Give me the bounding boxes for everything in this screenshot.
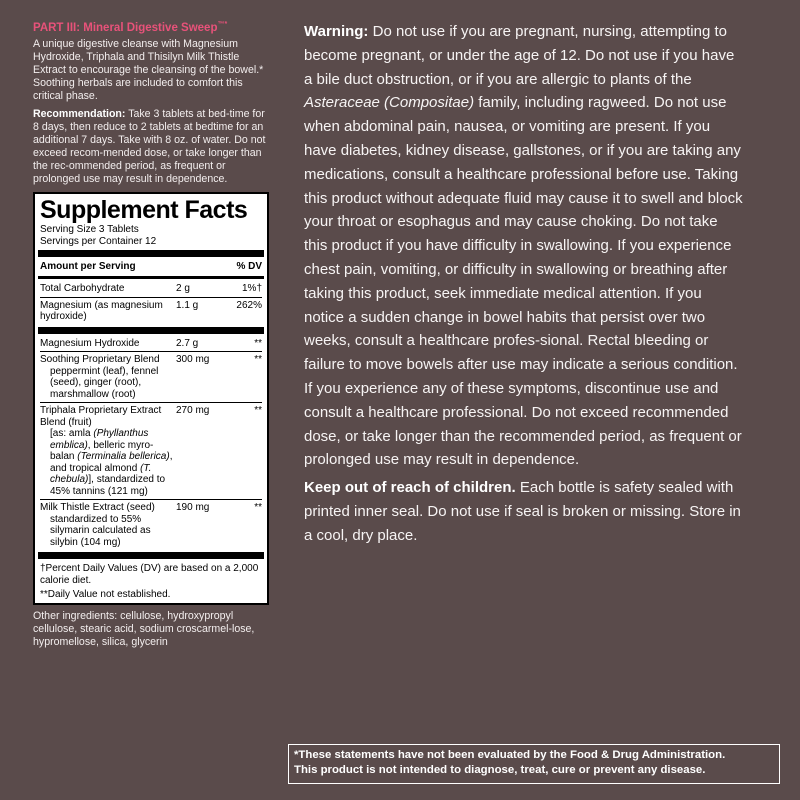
keep-out-label: Keep out of reach of children.	[304, 479, 516, 497]
trademark-mark: ™*	[217, 21, 228, 28]
disclaimer-line-2: This product is not intended to diagnose, treat, cure or prevent any disease.	[294, 764, 706, 776]
header-dv: % DV	[236, 260, 262, 272]
facts-row: Magnesium (as magnesium hydroxide) 1.1 g 262%	[40, 297, 262, 325]
facts-row: Milk Thistle Extract (seed) standardized to 55% silymarin calculated as silybin (104 mg) 190 mg **	[40, 499, 262, 550]
recommendation-label: Recommendation:	[33, 107, 126, 120]
serving-size: Serving Size 3 Tablets	[40, 223, 139, 235]
warning-label: Warning:	[304, 23, 369, 40]
warning-paragraph: Warning: Do not use if you are pregnant, nursing, attempting to become pregnant, or under the age of 12. Do not use if you have a bile duct obstruction, or if you are allergic to plants of the Asteraceae (Compositae) family, including ragweed. Do not use when abdominal pain, nausea, or vomiting are present. If you have diabetes, kidney disease, gallstones, or if you are taking any medications, consult a healthcare professional before use. Taking this product without adequate fluid may cause it to swell and block your throat or esophagus and may cause choking. Do not take this product if you have difficulty in swallowing. If you experience chest pain, vomiting, or difficulty in swallowing or breathing after taking this product, seek immediate medical attention. If you notice a sudden change in bowel habits that persist over two weeks, consult a healthcare profes-sional. Rectal bleeding or failure to move bowels after use may indicate a serious condition. If you experience any of these symptoms, discontinue use and consult a healthcare professional. Do not exceed recommended dose, or take longer than the recommended period, as frequent or prolonged use may result in dependence.	[304, 23, 743, 469]
disclaimer-line-1: *These statements have not been evaluated by the Food & Drug Administration.	[294, 749, 726, 761]
keep-out-paragraph: Keep out of reach of children. Each bottle is safety sealed with printed inner seal. Do not use if seal is broken or missing. Store in a cool, dry place.	[304, 479, 741, 544]
facts-row: Soothing Proprietary Blend peppermint (leaf), fennel (seed), ginger (root), marshmallow (root) 300 mg **	[40, 351, 262, 402]
servings-per-container: Servings per Container 12	[40, 235, 157, 247]
facts-row: Triphala Proprietary Extract Blend (fruit) [as: amla (Phyllanthus emblica), belleric myro-balan (Terminalia bellerica), and tropical almond (T. chebula)], standardized to 45% tannins (121 mg) 270 mg **	[40, 402, 262, 499]
facts-divider	[38, 552, 264, 559]
facts-title: Supplement Facts	[40, 195, 248, 224]
left-column	[33, 18, 269, 649]
other-ingredients: Other ingredients: cellulose, hydroxypropyl cellulose, stearic acid, sodium croscarmel-lose, hypromellose, silica, glycerin	[33, 610, 255, 649]
recommendation	[33, 108, 269, 186]
right-column	[304, 20, 744, 552]
facts-row: Total Carbohydrate 2 g 1%†	[40, 283, 262, 295]
facts-row: Magnesium Hydroxide 2.7 g **	[40, 337, 262, 349]
facts-footnote-dv: †Percent Daily Values (DV) are based on a 2,000 calorie diet.	[40, 563, 259, 587]
facts-divider	[38, 276, 264, 279]
facts-divider	[38, 250, 264, 257]
part-title: PART III: Mineral Digestive Sweep™*	[33, 21, 228, 34]
facts-footnote-not-established: **Daily Value not established.	[40, 589, 171, 601]
supplement-facts-panel	[33, 192, 269, 606]
recommendation-text: Take 3 tablets at bed-time for 8 days, then reduce to 2 tablets at bedtime for an additional 7 days. Take with 8 oz. of water. Do not exceed recom-mended dose, or take longer than the rec-ommended period, as frequent or prolonged use may result in dependence.	[33, 107, 266, 185]
header-amount: Amount per Serving	[40, 260, 136, 272]
fda-disclaimer-box	[288, 744, 780, 784]
part-description: A unique digestive cleanse with Magnesium Hydroxide, Triphala and Thisilyn Milk Thistle Extract to encourage the cleansing of the bowel.* Soothing herbals are included to comfort this critical phase.	[33, 37, 264, 102]
facts-header-row	[40, 259, 262, 275]
facts-divider	[38, 327, 264, 334]
